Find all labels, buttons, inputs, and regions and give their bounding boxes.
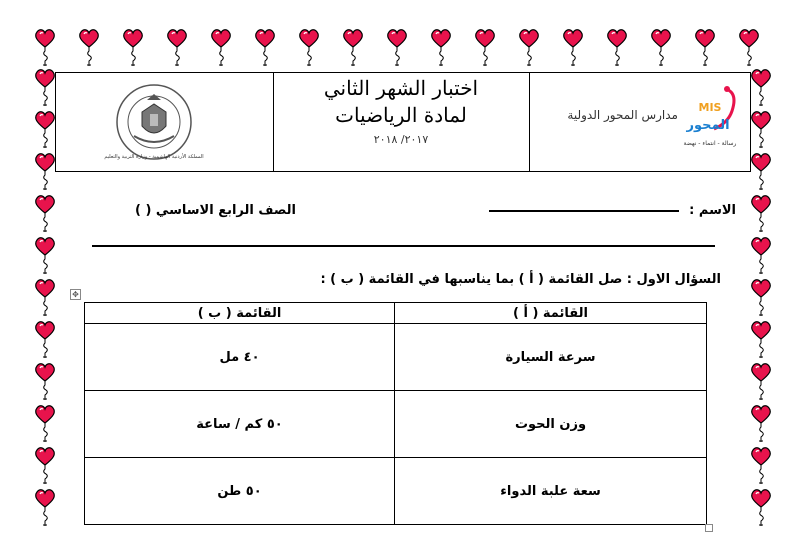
heart-balloon-icon (34, 278, 56, 318)
svg-text:رسالة - انتماء - نهضة: رسالة - انتماء - نهضة (683, 140, 737, 147)
exam-title-cell (273, 73, 530, 171)
column-b-cell: ٥٠ كم / ساعة (85, 391, 395, 458)
heart-balloon-icon (750, 488, 772, 528)
heart-balloon-icon (34, 236, 56, 276)
table-move-handle-icon[interactable]: ✥ (70, 289, 81, 300)
table-row (85, 324, 707, 391)
table-header-row (85, 303, 707, 324)
heart-balloon-icon (750, 152, 772, 192)
svg-text:المملكة الأردنية الهاشمية - وز: المملكة الأردنية الهاشمية - وزارة التربية والتعليم (104, 154, 204, 160)
column-a-cell: وزن الحوت (395, 391, 707, 458)
heart-balloon-icon (750, 68, 772, 108)
svg-text:المحور: المحور (686, 118, 730, 133)
table-row (85, 391, 707, 458)
heart-balloon-icon (750, 236, 772, 276)
column-a-cell: سعة علبة الدواء (395, 458, 707, 525)
heart-balloon-icon (254, 28, 276, 68)
svg-text:MIS: MIS (698, 101, 722, 114)
heart-balloon-icon (34, 110, 56, 150)
name-blank[interactable] (489, 210, 679, 212)
exam-subject: لمادة الرياضيات (335, 103, 467, 127)
heart-balloon-icon (650, 28, 672, 68)
heart-balloon-icon (34, 320, 56, 360)
heart-balloon-icon (210, 28, 232, 68)
heart-balloon-icon (738, 28, 760, 68)
heart-balloon-icon (34, 488, 56, 528)
separator-line (92, 245, 715, 247)
heart-balloon-icon (34, 152, 56, 192)
heart-balloon-icon (606, 28, 628, 68)
heart-balloon-icon (122, 28, 144, 68)
grade-label: الصف الرابع الاساسي ( ) (135, 203, 296, 218)
heart-balloon-icon (298, 28, 320, 68)
heart-balloon-icon (750, 278, 772, 318)
column-b-cell: ٤٠ مل (85, 324, 395, 391)
column-a-cell: سرعة السيارة (395, 324, 707, 391)
heart-balloon-icon (750, 320, 772, 360)
heart-balloon-icon (34, 362, 56, 402)
exam-year: ٢٠١٧/ ٢٠١٨ (373, 133, 429, 146)
heart-balloon-icon (34, 28, 56, 68)
column-a-header: القائمة ( أ ) (395, 303, 707, 324)
column-b-header: القائمة ( ب ) (85, 303, 395, 324)
question-text: السؤال الاول : صل القائمة ( أ ) بما يناسبها في القائمة ( ب ) : (320, 272, 721, 287)
student-name-line (489, 203, 736, 218)
heart-balloon-icon (750, 362, 772, 402)
ministry-emblem-cell (56, 73, 274, 171)
heart-balloon-icon (694, 28, 716, 68)
heart-balloon-icon (750, 194, 772, 234)
heart-balloon-icon (518, 28, 540, 68)
heart-balloon-icon (430, 28, 452, 68)
exam-title: اختبار الشهر الثاني (323, 76, 479, 100)
heart-balloon-icon (750, 446, 772, 486)
heart-balloon-icon (750, 404, 772, 444)
heart-balloon-icon (386, 28, 408, 68)
heart-balloon-icon (34, 68, 56, 108)
heart-balloon-icon (34, 194, 56, 234)
school-name: مدارس المحور الدولية (567, 108, 678, 122)
matching-table (84, 302, 707, 525)
school-cell (529, 73, 750, 171)
heart-balloon-icon (342, 28, 364, 68)
heart-balloon-icon (34, 404, 56, 444)
column-b-cell: ٥٠ طن (85, 458, 395, 525)
school-logo-icon (680, 83, 740, 153)
heart-balloon-icon (562, 28, 584, 68)
heart-balloon-icon (474, 28, 496, 68)
heart-balloon-icon (750, 110, 772, 150)
heart-balloon-icon (34, 446, 56, 486)
table-row (85, 458, 707, 525)
heart-balloon-icon (166, 28, 188, 68)
exam-header (55, 72, 751, 172)
table-resize-handle[interactable] (705, 524, 713, 532)
ministry-emblem-icon (104, 82, 204, 162)
name-label: الاسم : (689, 203, 736, 218)
heart-balloon-icon (78, 28, 100, 68)
